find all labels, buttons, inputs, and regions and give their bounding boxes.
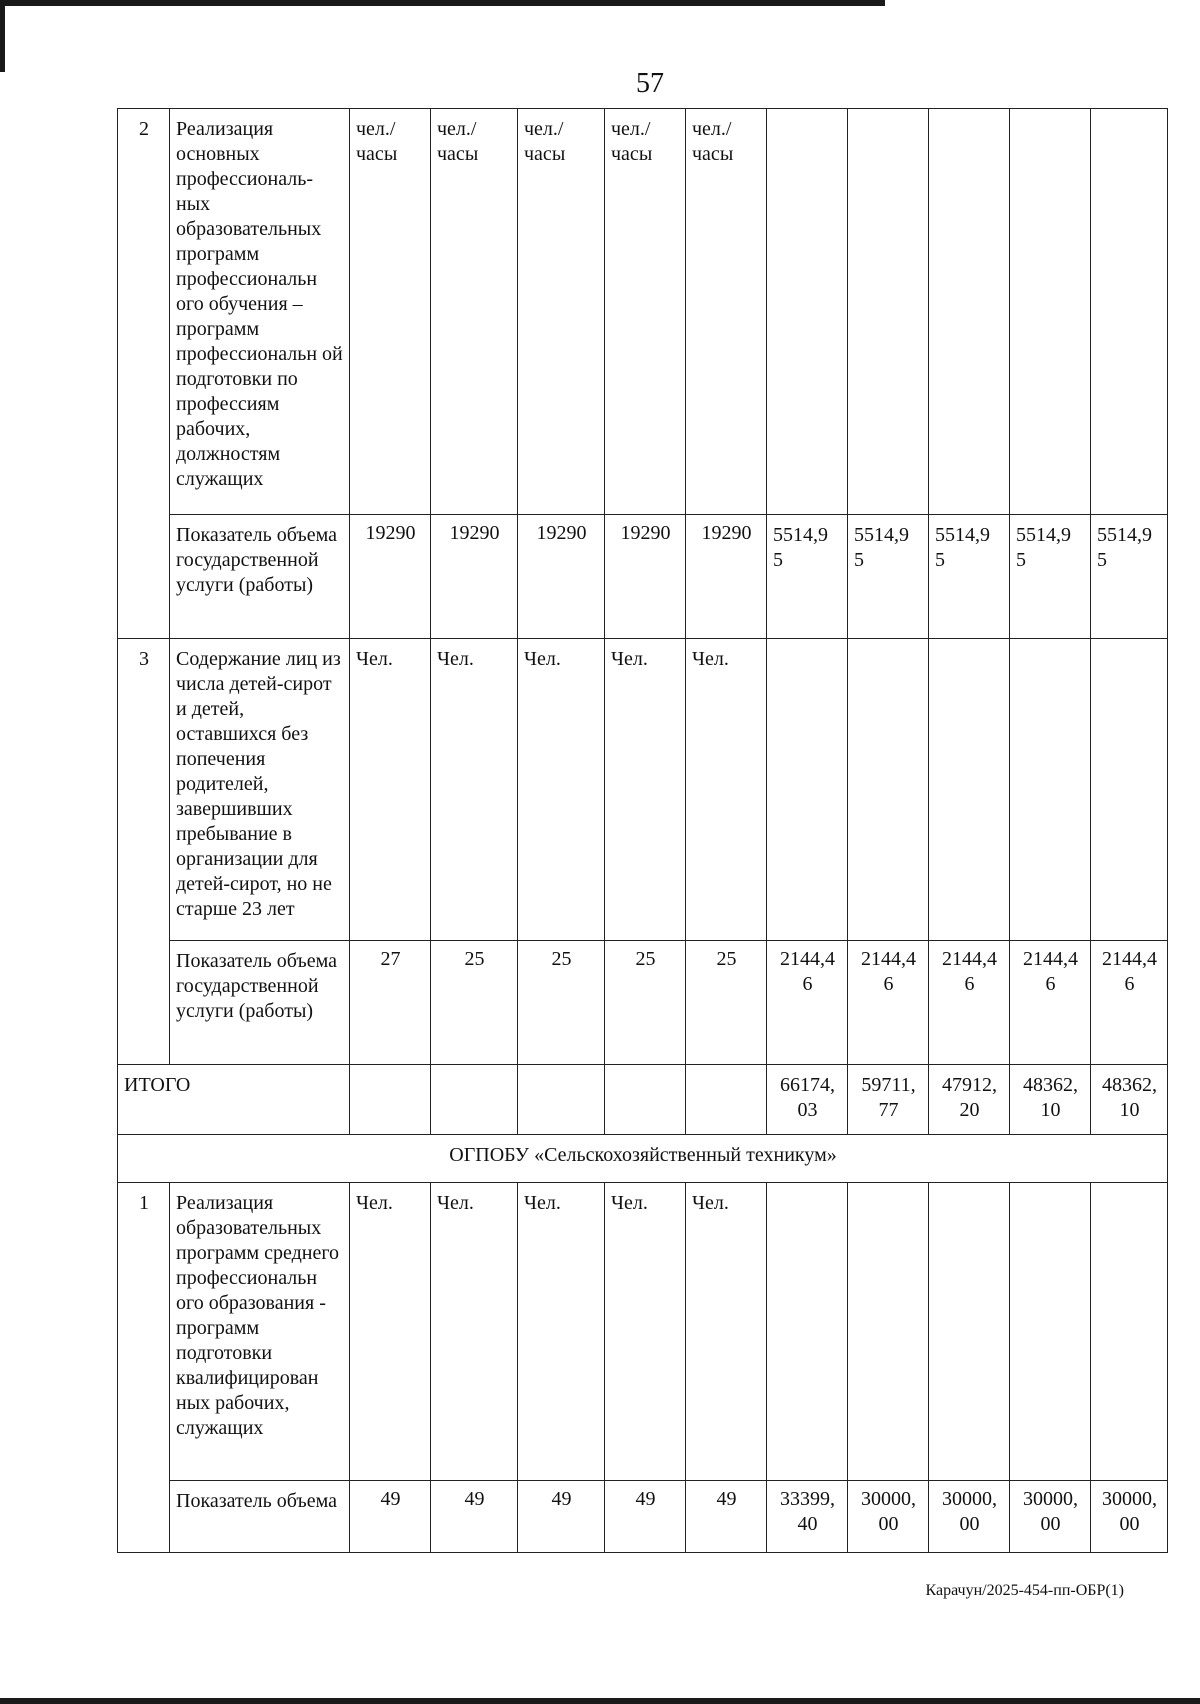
volume-cell: 19290 [686,515,767,639]
volume-cell: 19290 [431,515,518,639]
empty-cell [1010,639,1091,941]
scan-edge-left [0,0,5,72]
total-row [118,1065,1168,1135]
services-table [117,108,1168,1553]
unit-cell: чел./ часы [350,109,431,515]
volume-cell: 25 [518,941,605,1065]
cost-cell: 5514,9 5 [848,515,929,639]
service-name: Содержание лиц из числа детей-сирот и детей, оставшихся без попечения родителей, завершивших пребывание в организации для детей-сирот, но не старше 23 лет [170,639,350,941]
cost-cell: 2144,4 6 [848,941,929,1065]
empty-cell [1010,1183,1091,1481]
empty-cell [1010,109,1091,515]
unit-cell: чел./ часы [686,109,767,515]
cost-cell: 30000, 00 [848,1481,929,1553]
cost-cell: 30000, 00 [1091,1481,1168,1553]
volume-cell: 49 [431,1481,518,1553]
empty-cell [1091,1183,1168,1481]
unit-cell: чел./ часы [605,109,686,515]
cost-cell: 5514,9 5 [1010,515,1091,639]
empty-cell [767,639,848,941]
indicator-label: Показатель объема государственной услуги (работы) [170,515,350,639]
empty-cell [518,1065,605,1135]
scan-edge-top [0,0,885,6]
cost-cell: 33399, 40 [767,1481,848,1553]
table-row [118,515,1168,639]
empty-cell [1091,639,1168,941]
unit-cell: Чел. [518,639,605,941]
volume-cell: 19290 [605,515,686,639]
document-code: Карачун/2025-454-пп-ОБР(1) [925,1582,1124,1599]
empty-cell [929,639,1010,941]
volume-cell: 49 [605,1481,686,1553]
unit-cell: Чел. [350,1183,431,1481]
total-cell: 59711, 77 [848,1065,929,1135]
cost-cell: 5514,9 5 [1091,515,1168,639]
unit-cell: Чел. [686,639,767,941]
unit-cell: Чел. [686,1183,767,1481]
empty-cell [605,1065,686,1135]
total-label: ИТОГО [118,1065,350,1135]
indicator-label: Показатель объема [170,1481,350,1553]
empty-cell [848,639,929,941]
section-title: ОГПОБУ «Сельскохозяйственный техникум» [118,1135,1168,1183]
cost-cell: 2144,4 6 [767,941,848,1065]
unit-cell: чел./ часы [518,109,605,515]
cost-cell: 5514,9 5 [929,515,1010,639]
unit-cell: Чел. [431,1183,518,1481]
volume-cell: 25 [605,941,686,1065]
cost-cell: 30000, 00 [1010,1481,1091,1553]
cost-cell: 2144,4 6 [1010,941,1091,1065]
empty-cell [686,1065,767,1135]
volume-cell: 49 [686,1481,767,1553]
row-number: 3 [118,639,170,1065]
empty-cell [929,109,1010,515]
volume-cell: 49 [350,1481,431,1553]
empty-cell [431,1065,518,1135]
volume-cell: 27 [350,941,431,1065]
page-number: 57 [636,68,664,99]
table-row [118,1183,1168,1481]
cost-cell: 2144,4 6 [929,941,1010,1065]
volume-cell: 19290 [518,515,605,639]
total-cell: 48362, 10 [1091,1065,1168,1135]
volume-cell: 49 [518,1481,605,1553]
volume-cell: 19290 [350,515,431,639]
row-number: 1 [118,1183,170,1553]
unit-cell: Чел. [350,639,431,941]
table-row [118,941,1168,1065]
volume-cell: 25 [431,941,518,1065]
service-name: Реализация основных профессиональ- ных образовательных программ профессиональн ого обучения – программ профессиональн ой подготовки по профессиям рабочих, должностям служащих [170,109,350,515]
unit-cell: Чел. [518,1183,605,1481]
cost-cell: 2144,4 6 [1091,941,1168,1065]
unit-cell: Чел. [605,639,686,941]
service-name: Реализация образовательных программ среднего профессиональн ого образования - программ подготовки квалифицирован ных рабочих, служащих [170,1183,350,1481]
total-cell: 66174, 03 [767,1065,848,1135]
unit-cell: Чел. [605,1183,686,1481]
table-row [118,639,1168,941]
empty-cell [848,109,929,515]
empty-cell [767,109,848,515]
empty-cell [767,1183,848,1481]
table-row [118,1481,1168,1553]
row-number: 2 [118,109,170,639]
empty-cell [929,1183,1010,1481]
unit-cell: чел./ часы [431,109,518,515]
volume-cell: 25 [686,941,767,1065]
total-cell: 48362, 10 [1010,1065,1091,1135]
cost-cell: 30000, 00 [929,1481,1010,1553]
empty-cell [1091,109,1168,515]
table-row [118,109,1168,515]
empty-cell [848,1183,929,1481]
empty-cell [350,1065,431,1135]
scan-edge-bottom [0,1698,1200,1704]
section-row [118,1135,1168,1183]
unit-cell: Чел. [431,639,518,941]
total-cell: 47912, 20 [929,1065,1010,1135]
cost-cell: 5514,9 5 [767,515,848,639]
indicator-label: Показатель объема государственной услуги (работы) [170,941,350,1065]
